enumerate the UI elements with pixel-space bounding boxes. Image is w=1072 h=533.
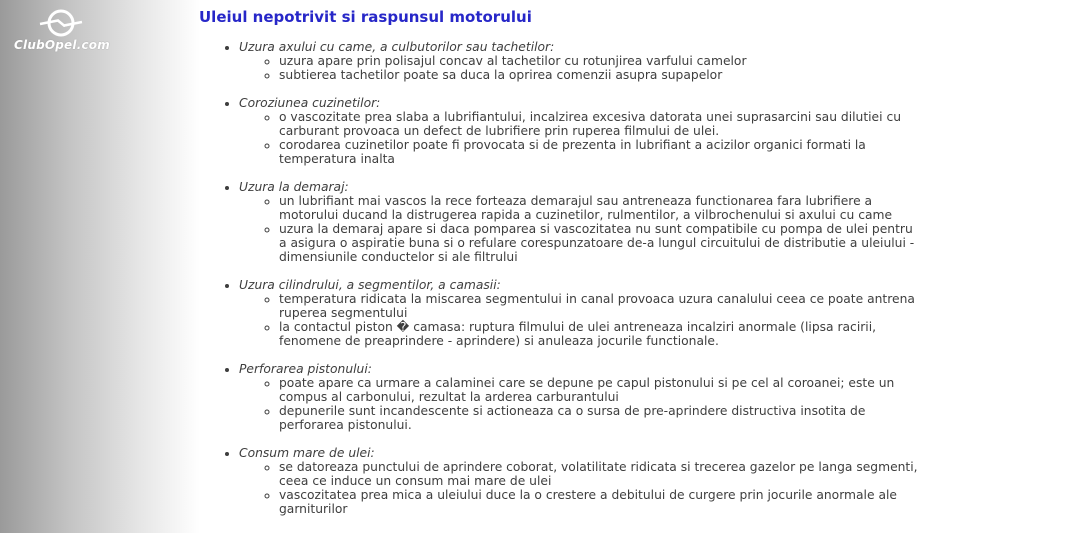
page-title: Uleiul nepotrivit si raspunsul motorului <box>199 8 532 26</box>
section-bullets <box>239 376 919 432</box>
section-bullets <box>239 460 919 516</box>
section-list <box>199 40 919 516</box>
article <box>199 8 919 530</box>
logo-text: ClubOpel.com <box>14 38 110 52</box>
section-title: Consum mare de ulei: <box>239 446 375 460</box>
section-title: Uzura la demaraj: <box>239 180 349 194</box>
site-logo[interactable] <box>14 8 124 56</box>
bullet-item: ◦ subtierea tachetilor poate sa duca la oprirea comenzii asupra supapelor <box>279 68 919 82</box>
bullet-item: ◦ depunerile sunt incandescente si actioneaza ca o sursa de pre-aprindere distructiva insotita de perforarea pistonului. <box>279 404 919 432</box>
section-item <box>239 96 919 166</box>
section-item <box>239 40 919 82</box>
sidebar <box>0 0 200 533</box>
bullet-item: ◦ un lubrifiant mai vascos la rece forteaza demarajul sau antreneaza functionarea fara lubrifiere a motorului ducand la distrugerea rapida a cuzinetilor, rulmentilor, a vilbrochenului si axului cu came <box>279 194 919 222</box>
section-item <box>239 362 919 432</box>
section-title: Uzura cilindrului, a segmentilor, a camasii: <box>239 278 501 292</box>
bullet-item: ◦ uzura la demaraj apare si daca pomparea si vascozitatea nu sunt compatibile cu pompa de ulei pentru a asigura o aspiratie buna si o refulare corespunzatoare de-a lungul circuitului de distributie a uleiului - dimensiunile conductelor si ale filtrului <box>279 222 919 264</box>
section-item <box>239 180 919 264</box>
section-title: Uzura axului cu came, a culbutorilor sau tachetilor: <box>239 40 555 54</box>
bullet-item: ◦ poate apare ca urmare a calaminei care se depune pe capul pistonului si pe cel al coroanei; este un compus al carbonului, rezultat la arderea carburantului <box>279 376 919 404</box>
bullet-item: ◦ la contactul piston � camasa: ruptura filmului de ulei antreneaza incalziri anormale (lipsa racirii, fenomene de preaprindere - aprindere) si anuleaza jocurile functionale. <box>279 320 919 348</box>
section-item <box>239 278 919 348</box>
bullet-item: ◦ vascozitatea prea mica a uleiului duce la o crestere a debitului de curgere prin jocurile anormale ale garniturilor <box>279 488 919 516</box>
section-title: Coroziunea cuzinetilor: <box>239 96 381 110</box>
opel-logo-icon <box>38 8 84 38</box>
section-item <box>239 446 919 516</box>
section-bullets <box>239 110 919 166</box>
bullet-item: ◦ se datoreaza punctului de aprindere coborat, volatilitate ridicata si trecerea gazelor pe langa segmenti, ceea ce induce un consum mai mare de ulei <box>279 460 919 488</box>
section-title: Perforarea pistonului: <box>239 362 372 376</box>
section-bullets <box>239 194 919 264</box>
bullet-item: ◦ uzura apare prin polisajul concav al tachetilor cu rotunjirea varfului camelor <box>279 54 919 68</box>
bullet-item: ◦ corodarea cuzinetilor poate fi provocata si de prezenta in lubrifiant a acizilor organici formati la temperatura inalta <box>279 138 919 166</box>
section-bullets <box>239 54 919 82</box>
bullet-item: ◦ temperatura ridicata la miscarea segmentului in canal provoaca uzura canalului ceea ce poate antrena ruperea segmentului <box>279 292 919 320</box>
bullet-item: ◦ o vascozitate prea slaba a lubrifiantului, incalzirea excesiva datorata unei suprasarcini sau dilutiei cu carburant provoaca un defect de lubrifiere prin ruperea filmului de ulei. <box>279 110 919 138</box>
section-bullets <box>239 292 919 348</box>
